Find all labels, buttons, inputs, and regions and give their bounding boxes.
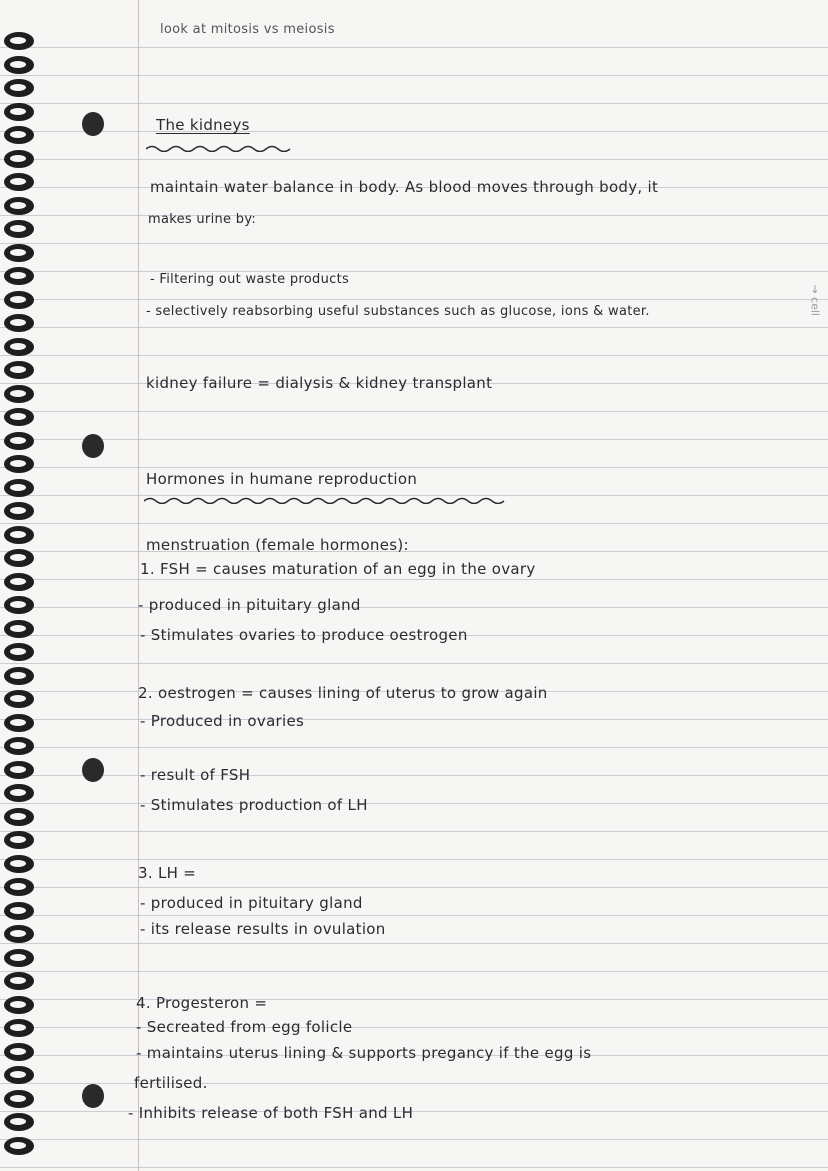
spiral-coil [4, 79, 34, 97]
spiral-coil [4, 855, 34, 873]
spiral-coil [4, 1066, 34, 1084]
spiral-coil [4, 1137, 34, 1155]
spiral-coil [4, 479, 34, 497]
progesterone-line-5: - Inhibits release of both FSH and LH [128, 1104, 414, 1122]
spiral-coil [4, 197, 34, 215]
top-note: look at mitosis vs meiosis [160, 22, 335, 37]
kidneys-point-filtering: - Filtering out waste products [150, 272, 350, 287]
spiral-coil [4, 902, 34, 920]
spiral-coil [4, 690, 34, 708]
spiral-coil [4, 408, 34, 426]
lh-line-3: - its release results in ovulation [140, 920, 386, 938]
punch-hole [82, 434, 104, 458]
spiral-coil [4, 267, 34, 285]
oestrogen-line-2: - Produced in ovaries [140, 712, 305, 730]
heading-wavy-underline [144, 496, 510, 504]
spiral-coil [4, 667, 34, 685]
spiral-coil [4, 1019, 34, 1037]
oestrogen-line-3: - result of FSH [140, 766, 251, 784]
spiral-coil [4, 338, 34, 356]
spiral-coil [4, 126, 34, 144]
punch-hole [82, 112, 104, 136]
fsh-line-3: - Stimulates ovaries to produce oestrogen [140, 626, 468, 644]
progesterone-line-4: fertilised. [134, 1074, 208, 1092]
spiral-binding [0, 0, 42, 1171]
spiral-coil [4, 643, 34, 661]
kidneys-intro-line-1: maintain water balance in body. As blood moves through body, it [150, 178, 659, 196]
spiral-coil [4, 56, 34, 74]
hormones-heading: Hormones in humane reproduction [146, 470, 418, 488]
kidneys-point-reabsorbing: - selectively reabsorbing useful substances such as glucose, ions & water. [146, 304, 650, 319]
spiral-coil [4, 737, 34, 755]
spiral-coil [4, 361, 34, 379]
spiral-coil [4, 385, 34, 403]
spiral-coil [4, 972, 34, 990]
kidney-failure-line: kidney failure = dialysis & kidney transplant [146, 374, 493, 392]
fsh-line-2: - produced in pituitary gland [138, 596, 361, 614]
punch-hole [82, 758, 104, 782]
progesterone-line-1: 4. Progesteron = [136, 994, 268, 1012]
spiral-coil [4, 455, 34, 473]
spiral-coil [4, 150, 34, 168]
progesterone-line-2: - Secreated from egg folicle [136, 1018, 353, 1036]
heading-wavy-underline [146, 144, 296, 152]
spiral-coil [4, 925, 34, 943]
spiral-coil [4, 526, 34, 544]
spiral-coil [4, 596, 34, 614]
fsh-line-1: 1. FSH = causes maturation of an egg in the ovary [140, 560, 536, 578]
spiral-coil [4, 173, 34, 191]
kidneys-intro-line-2: makes urine by: [148, 212, 257, 227]
spiral-coil [4, 32, 34, 50]
spiral-coil [4, 620, 34, 638]
spiral-coil [4, 784, 34, 802]
spiral-coil [4, 831, 34, 849]
spiral-coil [4, 573, 34, 591]
spiral-coil [4, 878, 34, 896]
spiral-coil [4, 314, 34, 332]
spiral-coil [4, 761, 34, 779]
spiral-coil [4, 1090, 34, 1108]
spiral-coil [4, 432, 34, 450]
kidneys-heading: The kidneys [156, 116, 250, 134]
lh-line-2: - produced in pituitary gland [140, 894, 363, 912]
punch-hole [82, 1084, 104, 1108]
spiral-coil [4, 808, 34, 826]
spiral-coil [4, 996, 34, 1014]
oestrogen-line-1: 2. oestrogen = causes lining of uterus to grow again [138, 684, 548, 702]
oestrogen-line-4: - Stimulates production of LH [140, 796, 368, 814]
progesterone-line-3: - maintains uterus lining & supports pregancy if the egg is [136, 1044, 592, 1062]
spiral-coil [4, 1113, 34, 1131]
spiral-coil [4, 549, 34, 567]
menstruation-intro: menstruation (female hormones): [146, 536, 409, 554]
spiral-coil [4, 1043, 34, 1061]
spiral-coil [4, 291, 34, 309]
lh-line-1: 3. LH = [138, 864, 197, 882]
spiral-coil [4, 103, 34, 121]
spiral-coil [4, 220, 34, 238]
side-note: → cell [809, 284, 822, 316]
spiral-coil [4, 714, 34, 732]
spiral-coil [4, 502, 34, 520]
spiral-coil [4, 949, 34, 967]
spiral-coil [4, 244, 34, 262]
